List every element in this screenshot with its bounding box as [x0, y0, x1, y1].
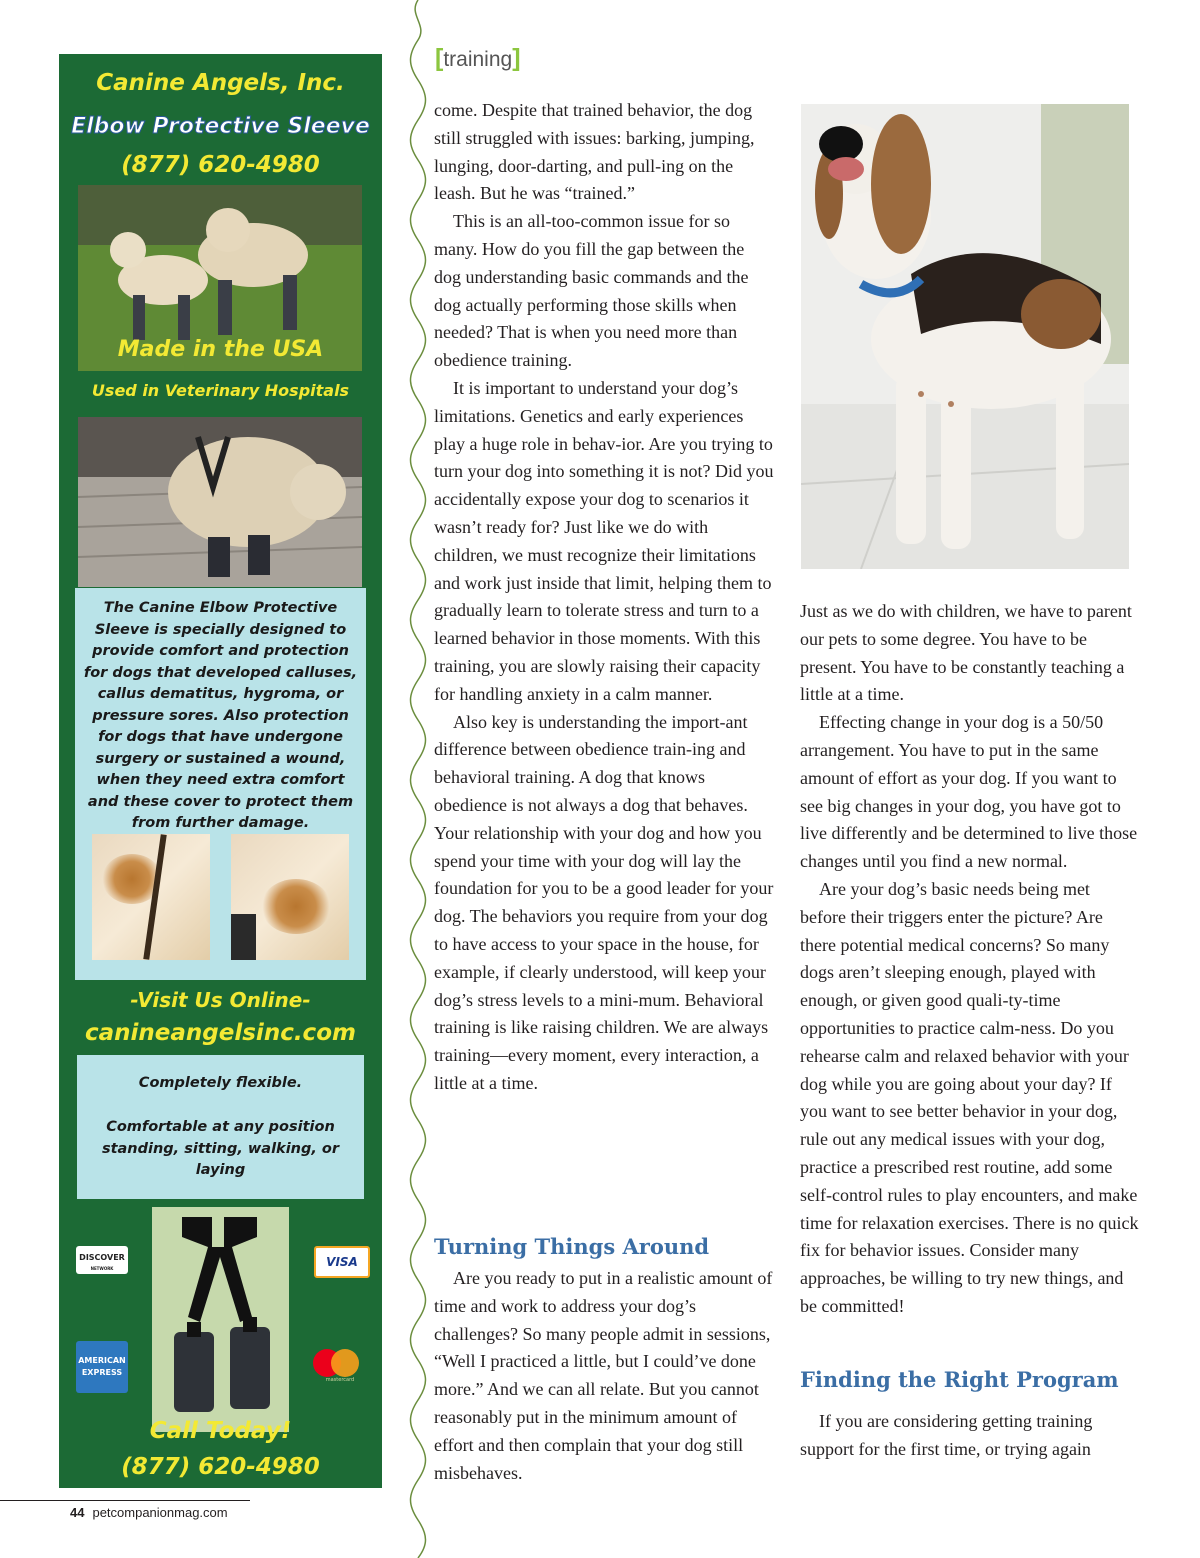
ad-description: The Canine Elbow Protective Sleeve is specially designed to provide comfort and protection for dogs that developed calluses, callus dematitus, hygroma, or pressure sores. Also protection for dogs that have undergone surgery or sustained a wound, when they need extra comfort and these cover to protect them from further damage.	[83, 600, 358, 831]
ad-phone: (877) 620-4980	[121, 152, 320, 178]
photo-barking-beagle	[801, 104, 1129, 569]
ad-feature-flexible: Completely flexible.	[138, 1075, 303, 1091]
article-paragraph: Are you ready to put in a realistic amount of time and work to address your dog’s challenges? So many people admit in sessions, “Well I practiced a little, but I could’ve done more.” And we can all relate. But you cannot reasonably put in the minimum amount of effort and then complain that your dog still misbehaves.	[434, 1268, 773, 1483]
heading-finding-the-right-program: Finding the Right Program	[800, 1367, 1119, 1392]
article-column-2	[800, 598, 1140, 1459]
article-paragraph: come. Despite that trained behavior, the dog still struggled with issues: barking, jumping, lunging, door-darting, and pull-ing on the leash. But he was “trained.”	[434, 100, 755, 204]
ad-photo-elbow-sore-2	[231, 834, 349, 960]
ad-call-today: Call Today!	[149, 1418, 292, 1444]
ad-photo-dog-on-deck	[78, 417, 362, 587]
page-number: 44	[70, 1505, 85, 1520]
ad-photo-elbow-sore-1	[92, 834, 210, 960]
section-name: training	[443, 48, 513, 71]
ad-product-name: Elbow Protective Sleeve	[71, 114, 370, 139]
article-paragraph: Also key is understanding the import-ant difference between obedience train-ing and behavioral training. A dog that knows obedience is not always a dog that behaves. Your relationship with your dog and how you spend your time with your dog will lay the foundation for you to be a good leader for your dog. The behaviors you require from your dog to have access to your space in the house, for example, if clearly understood, will keep your dog’s stress levels to a mini-mum. Behavioral training is like raising children. We are always training—every moment, every interaction, a little at a time.	[434, 711, 774, 1093]
article-column-1	[434, 97, 774, 1483]
american-express-card-icon: AMERICAN EXPRESS	[76, 1341, 128, 1393]
article-paragraph: If you are considering getting training support for the first time, or trying again	[800, 1411, 1093, 1459]
article-paragraph: Just as we do with children, we have to parent our pets to some degree. You have to be present. You have to be constantly teaching a little at a time.	[800, 601, 1132, 705]
footer-site: petcompanionmag.com	[92, 1505, 228, 1520]
page-footer	[70, 1505, 228, 1520]
ad-description-panel	[75, 588, 366, 980]
ad-made-in-usa: Made in the USA	[117, 337, 324, 362]
article-paragraph: Effecting change in your dog is a 50/50 arrangement. You have to put in the same amount of effort as your dog. If you want to see big changes in your dog, you have got to live differently and be determined to live those changes until you find a new normal.	[800, 712, 1138, 872]
article-paragraph: It is important to understand your dog’s limitations. Genetics and early experiences play a huge role in behav-ior. Are you trying to turn your dog into something it is not? Did you accidentally expose your dog to scenarios it wasn’t ready for? Just like we do with children, we must recognize their limitations and work just inside that limit, helping them to gradually learn to tolerate stress and turn to a learned behavior in those moments. With this training, you are slowly raising their capacity for handling anxiety in a calm manner.	[434, 377, 774, 704]
ad-company-name: Canine Angels, Inc.	[96, 70, 345, 96]
article-paragraph: This is an all-too-common issue for so many. How do you fill the gap between the dog understanding basic commands and the dog actually performing those skills when needed? That is when you need more than obedience training.	[434, 211, 749, 371]
advertisement	[59, 54, 382, 1488]
ad-phone-bottom: (877) 620-4980	[121, 1454, 320, 1480]
ad-features-panel	[77, 1055, 364, 1199]
article-paragraph: Are your dog’s basic needs being met before their triggers enter the picture? Are there potential medical concerns? So many dogs aren’t sleeping enough, played with enough, or given good quali-ty-time opportunities to practice calm-ness. Do you rehearse calm and relaxed behavior with your dog while you are going about your day? If you want to see better behavior in your dog, rule out any medical issues with your dog, practice a prescribed rest routine, add some self-control rules to play encounters, and make time for relaxation exercises. There is no quick fix for behavior issues. Consider many approaches, be willing to try new things, and be committed!	[800, 878, 1139, 1316]
mastercard-icon: mastercard	[311, 1345, 369, 1385]
ad-feature-comfortable: Comfortable at any position standing, sitting, walking, or laying	[101, 1119, 340, 1178]
heading-turning-things-around: Turning Things Around	[434, 1234, 710, 1259]
ad-product-photo-sleeve	[152, 1207, 289, 1432]
discover-card-icon: DISCOVER NETWORK	[76, 1246, 128, 1274]
ad-used-in-hospitals: Used in Veterinary Hospitals	[91, 381, 350, 400]
visa-card-icon: VISA	[314, 1246, 370, 1278]
section-label: [training]	[435, 44, 521, 72]
vine-divider	[403, 0, 433, 1558]
footer-rule	[0, 1500, 250, 1501]
ad-visit-label: -Visit Us Online-	[130, 988, 311, 1012]
ad-website-link[interactable]: canineangelsinc.com	[85, 1020, 356, 1046]
